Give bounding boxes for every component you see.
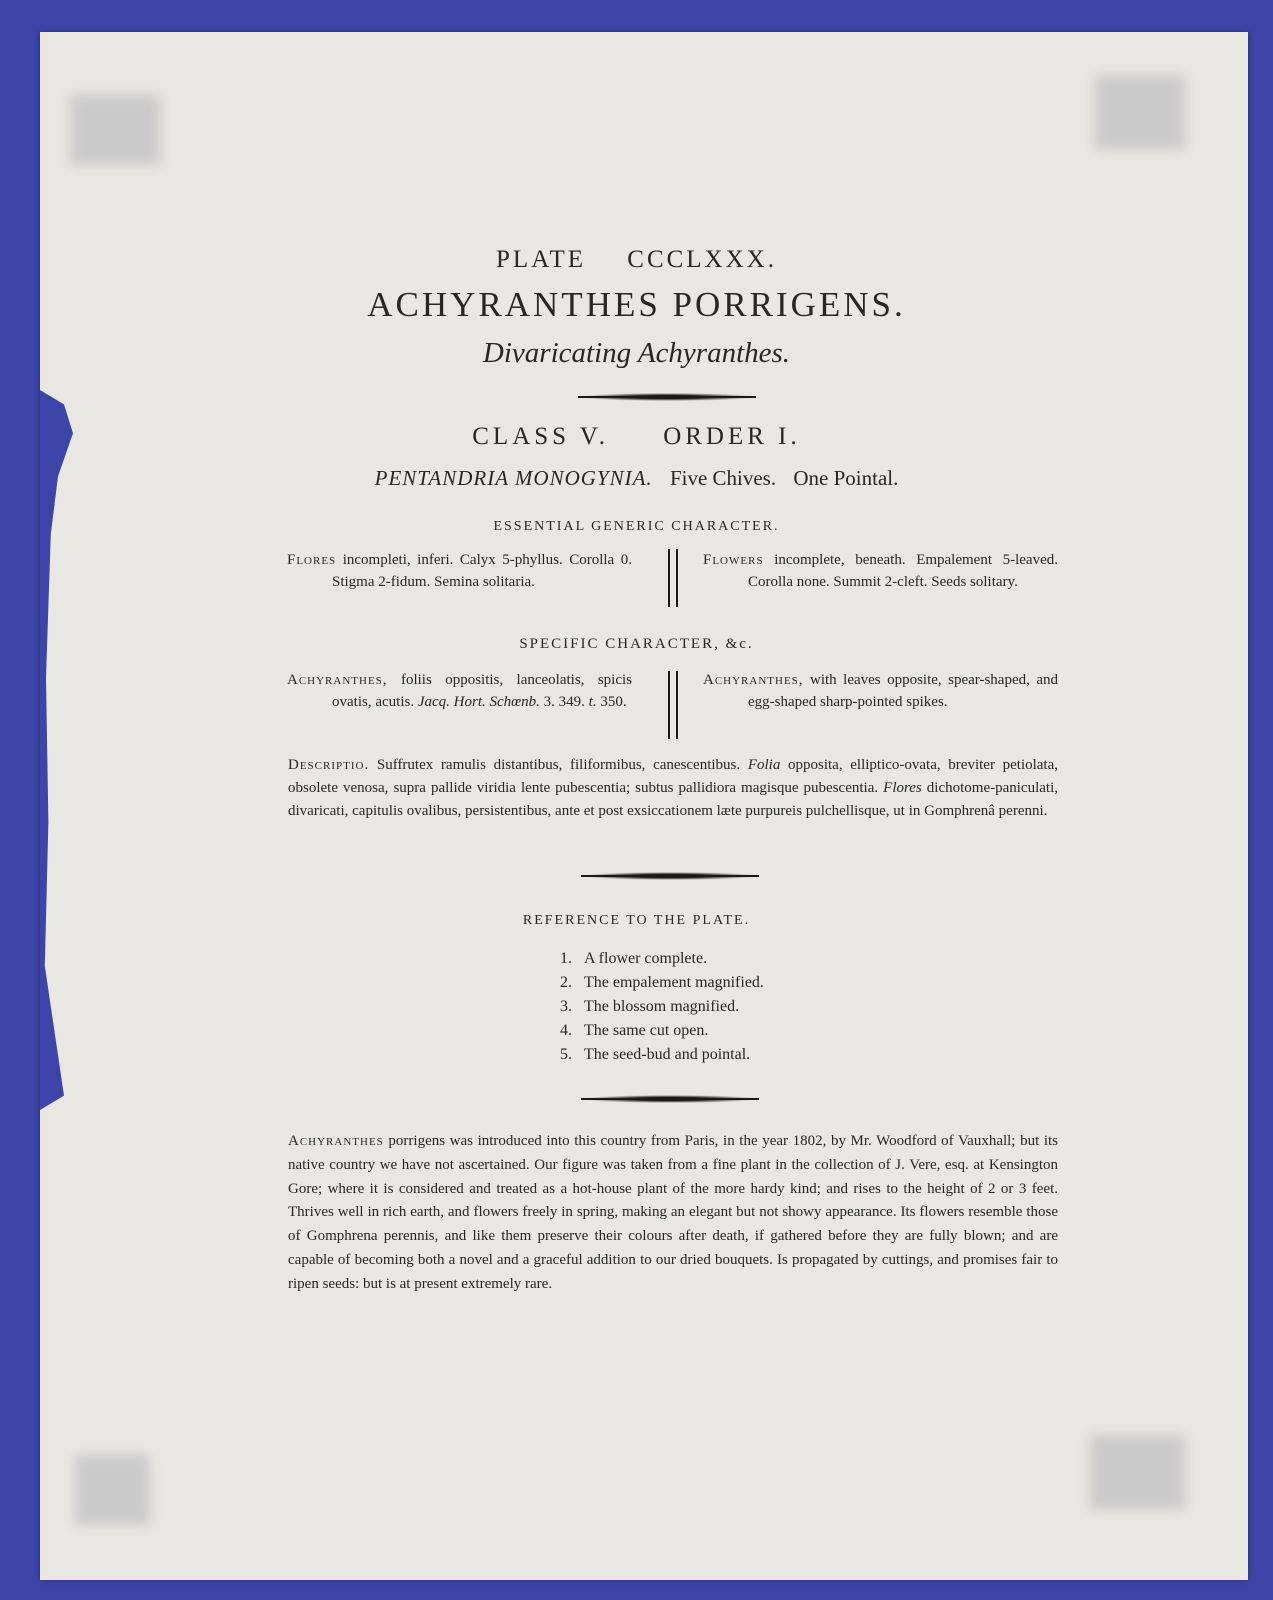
generic-latin-lead: Flores [287, 552, 337, 568]
description-lead: Descriptio. [288, 757, 370, 773]
specific-latin-text: foliis oppositis, lanceolatis, spicis ovatis, acutis. [332, 672, 632, 710]
specific-english [703, 669, 1058, 713]
description-flores: Flores [883, 780, 922, 796]
class-order-heading [0, 423, 1273, 451]
plate-number: CCCLXXX. [627, 246, 777, 273]
generic-english-lead: Flowers [703, 552, 764, 568]
common-name: Divaricating Achyranthes. [482, 337, 791, 369]
pointal-note: One Pointal. [793, 466, 899, 490]
reference-list [560, 947, 764, 1067]
specific-character-heading: SPECIFIC CHARACTER, &c. [519, 636, 754, 652]
reference-item: 1. A flower complete. [560, 950, 708, 967]
specific-latin-ref-t: t. [588, 694, 597, 710]
description-folia: Folia [747, 757, 781, 773]
generic-english [703, 549, 1058, 593]
history-paragraph [288, 1130, 1058, 1297]
description-part-1: Suffrutex ramulis distantibus, filiformibus, canescentibus. [376, 757, 741, 773]
system-name: PENTANDRIA MONOGYNIA. [374, 466, 653, 490]
plate-label: PLATE [496, 246, 587, 273]
description-part-2: opposita, elliptico-ovata, breviter petiolata, obsolete venosa, supra pallide viridia lente pubescentia; subtus pallidiora magisque pubescentia. [288, 757, 1059, 796]
specific-divider [668, 671, 678, 739]
history-text: porrigens was introduced into this country from Paris, in the year 1802, by Mr. Woodford of Vauxhall; but its native country we have not ascertained. Our figure was taken from a fine plant in the collection of J. Vere, esq. at Kensington Gore; where it is considered and treated as a hot-house plant of the more hardy kind; and rises to the height of 2 or 3 feet. Thrives well in rich earth, and flowers freely in spring, making an elegant but not showy appearance. Its flowers resemble those of Gomphrena perennis, and like them preserve their colours after death, if gathered before they are fully blown; and are capable of becoming both a novel and a graceful addition to our dried bouquets. Is propagated by cuttings, and promises fair to ripen seeds: but is at present extremely rare. [288, 1133, 1059, 1292]
reference-item: 3. The blossom magnified. [560, 998, 740, 1015]
specific-english-text: with leaves opposite, spear-shaped, and egg-shaped sharp-pointed spikes. [748, 672, 1058, 710]
reference-heading: REFERENCE TO THE PLATE. [522, 913, 751, 928]
reference-item: 4. The same cut open. [560, 1022, 709, 1039]
class-label: CLASS V. [472, 423, 609, 450]
plate-heading [0, 246, 1273, 274]
linnaean-system [0, 466, 1273, 491]
generic-character-heading: ESSENTIAL GENERIC CHARACTER. [493, 519, 780, 534]
order-label: ORDER I. [663, 423, 801, 450]
description-part-3: dichotome-paniculati, divaricati, capitulis ovalibus, persistentibus, ante et post exsiccationem læte purpureis pulchellisque, ut in Gomphrenâ perenni. [288, 780, 1059, 819]
specific-latin-ref-plate: 350. [600, 694, 627, 710]
specific-latin-ref: Jacq. Hort. Schœnb. [417, 694, 540, 710]
generic-latin [287, 549, 632, 593]
specific-latin [287, 669, 632, 713]
generic-latin-text: incompleti, inferi. Calyx 5-phyllus. Corolla 0. Stigma 2-fidum. Semina solitaria. [332, 552, 632, 590]
description-paragraph [288, 754, 1058, 823]
generic-english-text: incomplete, beneath. Empalement 5-leaved. Corolla none. Summit 2-cleft. Seeds solitary. [748, 552, 1059, 590]
chives-note: Five Chives. [669, 466, 777, 490]
reference-item: 2. The empalement magnified. [560, 974, 764, 991]
species-title: ACHYRANTHES PORRIGENS. [367, 285, 906, 324]
specific-latin-ref-num: 3. 349. [543, 694, 585, 710]
history-lead: Achyranthes [288, 1133, 384, 1149]
divider-3 [581, 1095, 759, 1103]
divider-2 [581, 872, 759, 880]
specific-latin-lead: Achyranthes, [287, 672, 388, 688]
specific-english-lead: Achyranthes, [703, 672, 804, 688]
divider-1 [578, 393, 756, 401]
reference-item: 5. The seed-bud and pointal. [560, 1046, 751, 1063]
generic-divider [668, 549, 678, 607]
